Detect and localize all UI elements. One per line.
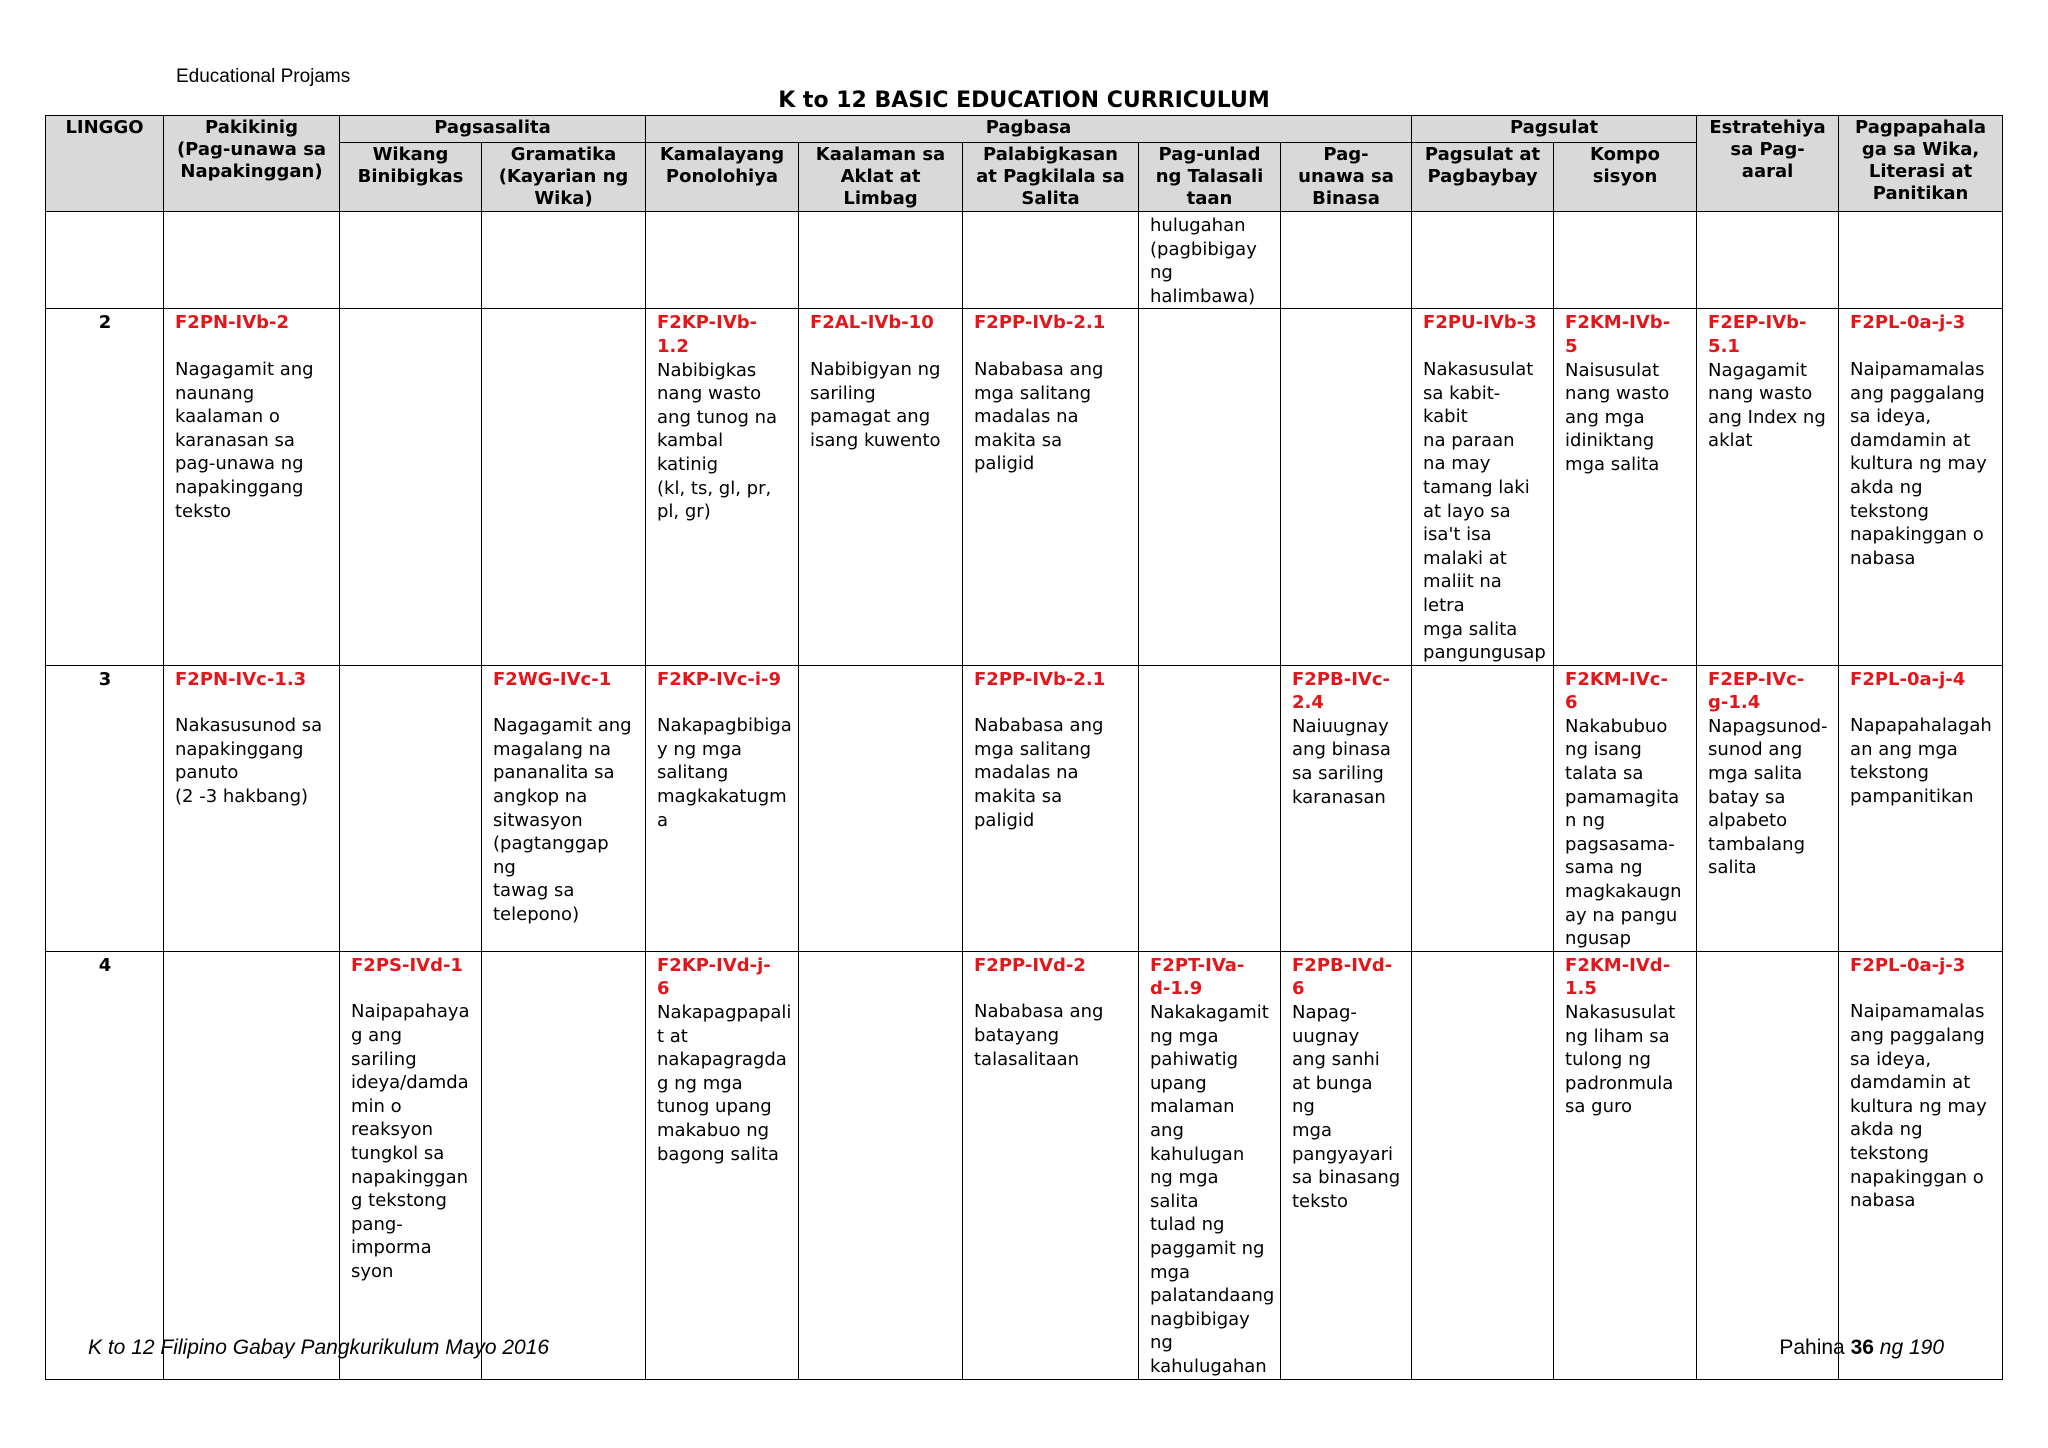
table-cell [340, 665, 482, 951]
competency-description: Nakapagbibiga y ng mga salitang magkakatugm a [657, 715, 792, 831]
table-cell [646, 212, 799, 309]
competency-code: F2KP-IVd-j- 6 [657, 954, 771, 1000]
week-cell: 3 [46, 665, 164, 951]
competency-code: F2PT-IVa- d-1.9 [1150, 954, 1245, 1000]
spacer [657, 691, 788, 714]
week-cell: 2 [46, 309, 164, 665]
competency-description: Nabibigyan ng sariling pamagat ang isang kuwento [810, 358, 941, 451]
footer-pahina-label: Pahina [1779, 1336, 1845, 1359]
competency-description: Naiuugnay ang binasa sa sariling karanasan [1292, 715, 1391, 808]
table-cell [1839, 212, 2003, 309]
competency-description: Naisusulat nang wasto ang mga idiniktang mga salita [1565, 359, 1670, 475]
competency-code: F2PN-IVc-1.3 [175, 668, 307, 690]
table-cell [1281, 212, 1412, 309]
table-cell [1139, 665, 1281, 951]
table-cell [646, 951, 799, 1379]
document-title: K to 12 BASIC EDUCATION CURRICULUM [778, 88, 1270, 113]
table-cell [1281, 951, 1412, 1379]
table-cell [1839, 665, 2003, 951]
table-cell [799, 665, 963, 951]
spacer [974, 335, 1128, 358]
table-cell [482, 951, 646, 1379]
footer-current-page: 36 [1850, 1336, 1874, 1359]
competency-code: F2KM-IVc- 6 [1565, 668, 1668, 714]
competency-description: Nagagamit nang wasto ang Index ng aklat [1708, 359, 1826, 452]
footer-total-pages: ng 190 [1879, 1336, 1944, 1359]
spacer [493, 691, 635, 714]
header-gramatika: Gramatika (Kayarian ng Wika) [482, 143, 646, 212]
competency-description: Nakasusulat sa kabit-kabit na paraan na may tamang laki at layo sa isa't isa malaki at maliit na letra mga salita pangungusap [1423, 358, 1546, 664]
competency-description: Nakakagamit ng mga pahiwatig upang malaman ang kahulugan ng mga salita tulad ng paggamit ng mga palatandaang nagbibigay ng kahulugahan [1150, 1002, 1275, 1377]
table-cell [1697, 212, 1839, 309]
competency-description: Nababasa ang batayang talasalitaan [974, 1001, 1104, 1070]
week-cell: 4 [46, 951, 164, 1379]
table-cell [1554, 309, 1697, 665]
competency-code: F2PN-IVb-2 [175, 312, 290, 334]
table-cell [482, 665, 646, 951]
table-cell [963, 212, 1139, 309]
competency-description: Nabibigkas nang wasto ang tunog na kambal katinig (kl, ts, gl, pr, pl, gr) [657, 359, 778, 523]
watermark-text: Educational Projams [176, 66, 351, 87]
competency-code: F2KM-IVd- 1.5 [1565, 954, 1671, 1000]
competency-description: Naipamamalas ang paggalang sa ideya, damdamin at kultura ng may akda ng tekstong napakinggan o nabasa [1850, 1001, 1987, 1212]
competency-description: Nababasa ang mga salitang madalas na makita sa paligid [974, 358, 1104, 475]
table-cell [799, 212, 963, 309]
table-cell [1697, 309, 1839, 665]
table-cell [1554, 665, 1697, 951]
table-cell [340, 951, 482, 1379]
spacer [1423, 335, 1543, 358]
table-cell [164, 951, 340, 1379]
table-cell [1139, 212, 1281, 309]
table-cell [646, 309, 799, 665]
table-cell [1412, 951, 1554, 1379]
table-cell [1554, 951, 1697, 1379]
spacer [974, 691, 1128, 714]
table-cell [1697, 951, 1839, 1379]
table-cell [1839, 951, 2003, 1379]
table-cell [1412, 309, 1554, 665]
header-pagsulat: Pagsulat [1412, 116, 1697, 143]
footer-guide-title: K to 12 Filipino Gabay Pangkurikulum Mayo 2016 [88, 1336, 550, 1359]
competency-description: Napapahalagah an ang mga tekstong pampanitikan [1850, 715, 1992, 808]
spacer [1850, 335, 1992, 358]
competency-description: Nakasusunod sa napakinggang panuto (2 -3 hakbang) [175, 715, 323, 808]
competency-code: F2KP-IVc-i-9 [657, 668, 782, 690]
competency-description: Naipamamalas ang paggalang sa ideya, damdamin at kultura ng may akda ng tekstong napakinggan o nabasa [1850, 358, 1987, 569]
table-cell [963, 309, 1139, 665]
competency-code: F2WG-IVc-1 [493, 668, 612, 690]
competency-description: Nagagamit ang magalang na pananalita sa angkop na sitwasyon (pagtanggap ng tawag sa telepono) [493, 715, 632, 926]
competency-code: F2AL-IVb-10 [810, 312, 934, 334]
table-cell [1697, 665, 1839, 951]
table-cell [1412, 212, 1554, 309]
competency-code: F2KM-IVb- 5 [1565, 312, 1671, 357]
competency-description: hulugahan (pagbibigay ng halimbawa) [1150, 215, 1257, 307]
header-kamalayang-ponolohiya: Kamalayang Ponolohiya [646, 143, 799, 212]
competency-code: F2EP-IVc- g-1.4 [1708, 668, 1805, 714]
header-pagsulat-pagbaybay: Pagsulat at Pagbaybay [1412, 143, 1554, 212]
spacer [175, 691, 329, 714]
table-cell [1139, 951, 1281, 1379]
footer-page-number [1779, 1336, 1944, 1360]
header-kaalaman-aklat: Kaalaman sa Aklat at Limbag [799, 143, 963, 212]
table-cell [1554, 212, 1697, 309]
table-cell [164, 309, 340, 665]
competency-code: F2PB-IVd- 6 [1292, 954, 1393, 1000]
competency-code: F2PL-0a-j-4 [1850, 668, 1966, 690]
spacer [974, 977, 1128, 1000]
competency-code: F2PS-IVd-1 [351, 954, 463, 976]
table-cell [1281, 309, 1412, 665]
competency-code: F2PB-IVc- 2.4 [1292, 668, 1390, 714]
header-pagsasalita: Pagsasalita [340, 116, 646, 143]
table-cell [340, 212, 482, 309]
competency-code: F2PP-IVd-2 [974, 954, 1086, 976]
table-row [46, 665, 2003, 951]
competency-code: F2PL-0a-j-3 [1850, 954, 1966, 976]
competency-code: F2PP-IVb-2.1 [974, 312, 1106, 334]
table-cell [1139, 309, 1281, 665]
table-cell [799, 309, 963, 665]
competency-description: Nakapagpapali t at nakapagragda g ng mga tunog upang makabuo ng bagong salita [657, 1002, 792, 1165]
spacer [810, 335, 952, 358]
header-wikang-binibigkas: Wikang Binibigkas [340, 143, 482, 212]
table-cell [1281, 665, 1412, 951]
table-cell [164, 212, 340, 309]
table-cell [646, 665, 799, 951]
curriculum-table [45, 115, 2003, 1380]
header-pag-unlad-talasalitaan: Pag-unlad ng Talasali taan [1139, 143, 1281, 212]
table-cell [799, 951, 963, 1379]
competency-description: Naipapahaya g ang sariling ideya/damda min o reaksyon tungkol sa napakinggan g tekstong pang- imporma syon [351, 1001, 470, 1282]
table-row [46, 309, 2003, 665]
table-row [46, 951, 2003, 1379]
table-cell [482, 212, 646, 309]
spacer [351, 977, 471, 1000]
table-cell [1839, 309, 2003, 665]
table-cell [963, 665, 1139, 951]
competency-code: F2EP-IVb- 5.1 [1708, 312, 1807, 357]
competency-description: Napagsunod- sunod ang mga salita batay sa alpabeto tambalang salita [1708, 715, 1828, 879]
competency-description: Nakabubuo ng isang talata sa pamamagita n ng pagsasama- sama ng magkakaugn ay na pangu ngusap [1565, 715, 1682, 950]
table-cell [340, 309, 482, 665]
table-cell [963, 951, 1139, 1379]
header-pag-unawa-binasa: Pag- unawa sa Binasa [1281, 143, 1412, 212]
table-cell [1412, 665, 1554, 951]
header-pagpapahalaga: Pagpapahala ga sa Wika, Literasi at Panitikan [1839, 116, 2003, 212]
spacer [1850, 977, 1992, 1000]
table-cell [482, 309, 646, 665]
table-row [46, 212, 2003, 309]
spacer [1850, 691, 1992, 714]
header-estratehiya: Estratehiya sa Pag- aaral [1697, 116, 1839, 212]
competency-code: F2PL-0a-j-3 [1850, 312, 1966, 334]
competency-description: Nababasa ang mga salitang madalas na makita sa paligid [974, 715, 1104, 831]
header-pagbasa: Pagbasa [646, 116, 1412, 143]
spacer [175, 335, 329, 358]
header-linggo: LINGGO [46, 116, 164, 212]
competency-description: Nakasusulat ng liham sa tulong ng padronmula sa guro [1565, 1002, 1676, 1118]
header-palabigkasan: Palabigkasan at Pagkilala sa Salita [963, 143, 1139, 212]
competency-code: F2PP-IVb-2.1 [974, 668, 1106, 690]
competency-code: F2PU-IVb-3 [1423, 312, 1537, 334]
competency-description: Napag- uugnay ang sanhi at bunga ng mga pangyayari sa binasang teksto [1292, 1002, 1401, 1212]
week-cell [46, 212, 164, 309]
header-pakikinig: Pakikinig (Pag-unawa sa Napakinggan) [164, 116, 340, 212]
competency-code: F2KP-IVb- 1.2 [657, 312, 758, 357]
header-komposisyon: Kompo sisyon [1554, 143, 1697, 212]
competency-description: Nagagamit ang naunang kaalaman o karanasan sa pag-unawa ng napakinggang teksto [175, 358, 314, 522]
table-cell [164, 665, 340, 951]
